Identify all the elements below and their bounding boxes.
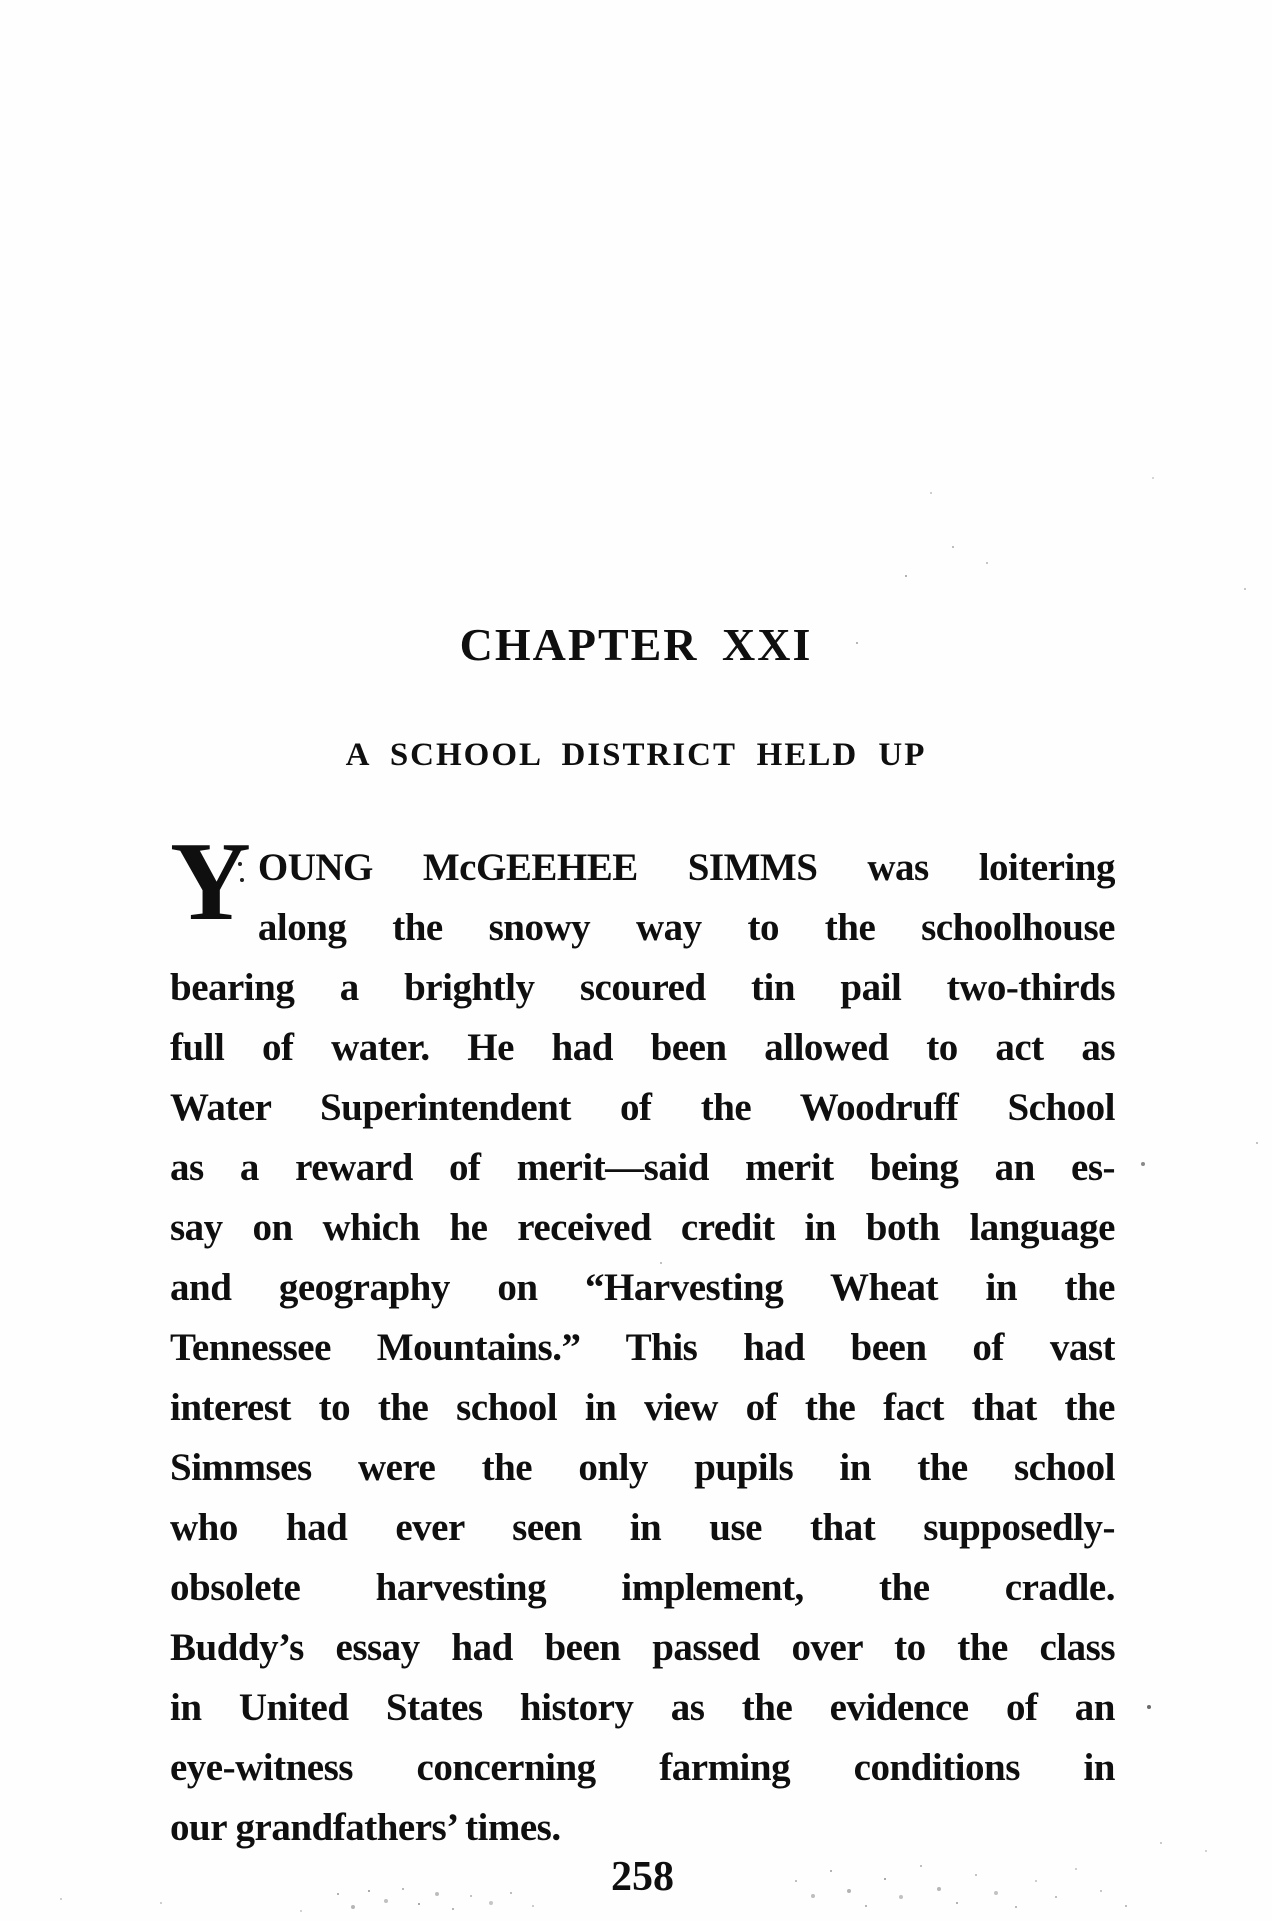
paragraph-line: full of water. He had been allowed to act as [170, 1026, 1115, 1069]
paragraph-line: say on which he received credit in both language [170, 1206, 1115, 1249]
paragraph-line: OUNG McGEEHEE SIMMS was loitering [257, 846, 1115, 889]
paragraph-line: our grandfathers’ times. [170, 1806, 561, 1849]
chapter-subtitle: A SCHOOL DISTRICT HELD UP [345, 737, 927, 773]
paragraph-line: and geography on “Harvesting Wheat in the [170, 1266, 1115, 1309]
chapter-heading: CHAPTER XXI [459, 619, 813, 670]
paragraph-line: Buddy’s essay had been passed over to the class [170, 1626, 1115, 1669]
paragraph-line: obsolete harvesting implement, the cradle. [170, 1566, 1115, 1609]
paragraph-line: as a reward of merit—said merit being an es- [170, 1146, 1115, 1189]
drop-cap: Y [170, 820, 251, 944]
paragraph-line: Simmses were the only pupils in the school [170, 1446, 1115, 1489]
paragraph-line: Tennessee Mountains.” This had been of vast [170, 1326, 1115, 1369]
paragraph-line: who had ever seen in use that supposedly- [170, 1506, 1115, 1549]
paragraph-line: interest to the school in view of the fact that the [170, 1386, 1115, 1429]
paragraph-line: in United States history as the evidence of an [170, 1686, 1115, 1729]
page-number: 258 [611, 1854, 674, 1900]
paragraph-line: eye-witness concerning farming conditions in [170, 1746, 1115, 1789]
paragraph-line: along the snowy way to the schoolhouse [257, 906, 1115, 949]
scan-noise-speckles [0, 0, 2, 2]
body-paragraph [170, 820, 1115, 1858]
paragraph-line: bearing a brightly scoured tin pail two-thirds [170, 966, 1115, 1009]
paragraph-line: Water Superintendent of the Woodruff School [170, 1086, 1115, 1129]
